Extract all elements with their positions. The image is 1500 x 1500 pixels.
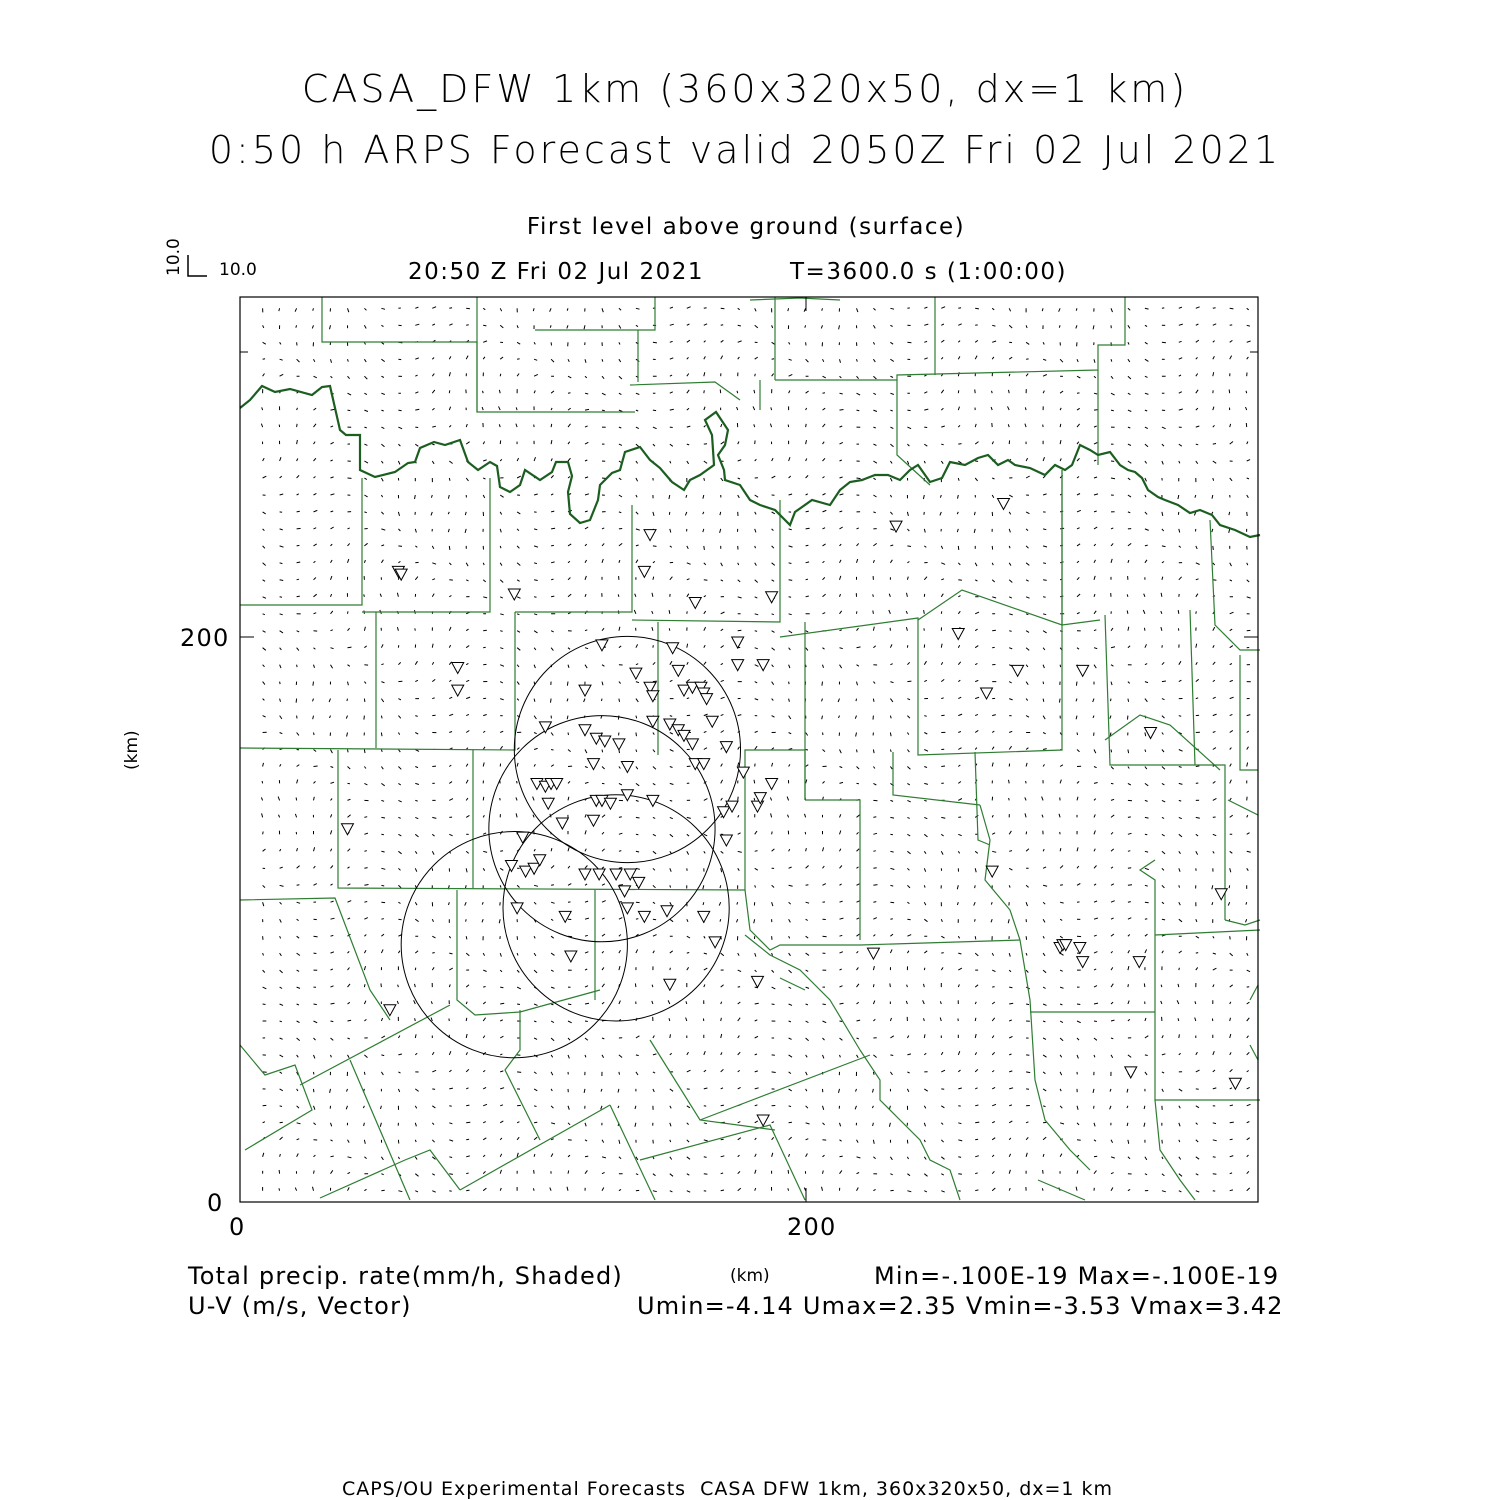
station-marker bbox=[587, 759, 599, 770]
station-marker bbox=[587, 815, 599, 826]
station-marker bbox=[751, 801, 763, 812]
station-marker bbox=[766, 592, 778, 603]
title-line-2: 0:50 h ARPS Forecast valid 2050Z Fri 02 Jul 2021 bbox=[208, 128, 1282, 172]
station-marker bbox=[610, 869, 622, 880]
station-marker bbox=[565, 951, 577, 962]
field2-label: U-V (m/s, Vector) bbox=[188, 1292, 412, 1320]
station-marker bbox=[890, 521, 902, 532]
y-axis-unit: (km) bbox=[122, 730, 142, 770]
station-marker bbox=[505, 860, 517, 871]
valid-time-label: 20:50 Z Fri 02 Jul 2021 bbox=[408, 259, 705, 285]
station-marker bbox=[678, 685, 690, 696]
county-boundaries bbox=[240, 297, 1260, 1200]
ref-vector-y-label: 10.0 bbox=[164, 238, 184, 276]
station-marker bbox=[539, 722, 551, 733]
station-marker bbox=[1145, 728, 1157, 739]
station-marker bbox=[732, 660, 744, 671]
station-marker bbox=[1012, 665, 1024, 676]
station-marker bbox=[1125, 1067, 1137, 1078]
station-marker bbox=[709, 937, 721, 948]
station-marker bbox=[633, 877, 645, 888]
station-marker bbox=[638, 566, 650, 577]
ref-vector-x-label: 10.0 bbox=[219, 260, 257, 280]
station-marker bbox=[867, 948, 879, 959]
station-marker bbox=[981, 688, 993, 699]
station-marker bbox=[732, 637, 744, 648]
radar-circle-3 bbox=[503, 795, 729, 1021]
station-marker bbox=[701, 694, 713, 705]
station-marker bbox=[664, 979, 676, 990]
timestep-label: T=3600.0 s (1:00:00) bbox=[790, 259, 1068, 285]
station-marker bbox=[737, 767, 749, 778]
x-axis-unit: (km) bbox=[730, 1266, 770, 1286]
station-marker bbox=[686, 739, 698, 750]
station-marker bbox=[604, 798, 616, 809]
station-marker bbox=[579, 725, 591, 736]
station-marker bbox=[644, 530, 656, 541]
station-marker bbox=[720, 835, 732, 846]
radar-circle-1 bbox=[514, 636, 740, 862]
station-marker bbox=[630, 668, 642, 679]
station-marker bbox=[751, 976, 763, 987]
station-marker bbox=[986, 866, 998, 877]
station-marker bbox=[638, 911, 650, 922]
station-marker bbox=[341, 824, 353, 835]
station-marker bbox=[766, 778, 778, 789]
station-marker bbox=[559, 911, 571, 922]
station-marker bbox=[1133, 957, 1145, 968]
y-tick-200: 200 bbox=[180, 624, 230, 652]
station-marker bbox=[661, 906, 673, 917]
station-marker bbox=[621, 761, 633, 772]
station-marker bbox=[757, 1115, 769, 1126]
field1-label: Total precip. rate(mm/h, Shaded) bbox=[188, 1262, 623, 1290]
station-marker bbox=[689, 597, 701, 608]
station-marker bbox=[757, 660, 769, 671]
y-tick-0: 0 bbox=[207, 1189, 224, 1217]
level-label: First level above ground (surface) bbox=[526, 214, 966, 240]
station-marker bbox=[1077, 957, 1089, 968]
station-marker bbox=[621, 903, 633, 914]
station-markers bbox=[341, 498, 1241, 1126]
station-marker bbox=[596, 640, 608, 651]
station-marker bbox=[579, 869, 591, 880]
station-marker bbox=[542, 798, 554, 809]
station-marker bbox=[698, 911, 710, 922]
station-marker bbox=[619, 886, 631, 897]
station-marker bbox=[599, 736, 611, 747]
credit-line: CAPS/OU Experimental Forecasts CASA DFW 1km, 360x320x50, dx=1 km bbox=[341, 1478, 1114, 1500]
station-marker bbox=[1077, 665, 1089, 676]
x-tick-0: 0 bbox=[229, 1213, 246, 1241]
station-marker bbox=[452, 685, 464, 696]
station-marker bbox=[1229, 1078, 1241, 1089]
radar-coverage-circles bbox=[401, 636, 740, 1057]
station-marker bbox=[720, 742, 732, 753]
station-marker bbox=[579, 685, 591, 696]
field2-range: Umin=-4.14 Umax=2.35 Vmin=-3.53 Vmax=3.42 bbox=[637, 1292, 1284, 1320]
station-marker bbox=[647, 795, 659, 806]
station-marker bbox=[1074, 942, 1086, 953]
station-marker bbox=[556, 818, 568, 829]
station-marker bbox=[520, 866, 532, 877]
station-marker bbox=[706, 716, 718, 727]
station-marker bbox=[613, 739, 625, 750]
station-marker bbox=[952, 629, 964, 640]
state-border-red-river bbox=[240, 386, 1260, 537]
station-marker bbox=[508, 589, 520, 600]
x-tick-200: 200 bbox=[787, 1213, 837, 1241]
title-line-1: CASA_DFW 1km (360x320x50, dx=1 km) bbox=[301, 67, 1189, 111]
station-marker bbox=[647, 691, 659, 702]
station-marker bbox=[452, 662, 464, 673]
station-marker bbox=[998, 498, 1010, 509]
station-marker bbox=[672, 665, 684, 676]
field1-range: Min=-.100E-19 Max=-.100E-19 bbox=[874, 1262, 1280, 1290]
station-marker bbox=[698, 759, 710, 770]
